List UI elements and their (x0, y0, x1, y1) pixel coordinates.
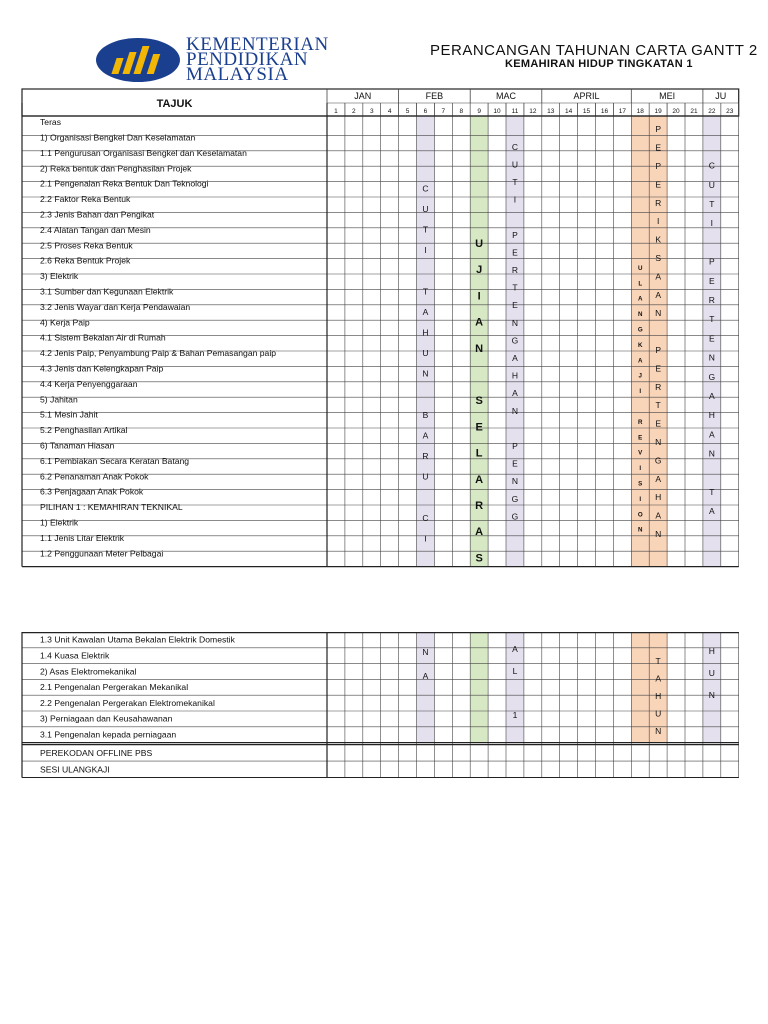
band-letter-ulangkaji_mei: N (638, 526, 643, 534)
row-label: 4.1 Sistem Bekalan Air di Rumah (40, 332, 166, 343)
band-letter-cuti_jun: U (708, 179, 715, 190)
band-letter-ujian_mac: A (475, 316, 484, 329)
band-letter-peperiksaan_mei: A (655, 289, 661, 300)
week-number: 18 (636, 108, 644, 115)
row-label: 2.2 Pengenalan Pergerakan Elektromekanikal (40, 697, 215, 708)
band-letter-cuti_mac: I (513, 194, 517, 205)
band-letter-peperiksaan_mei: S (655, 252, 661, 263)
band-letter-peperiksaan_mei: T (655, 655, 661, 666)
band-letter-cuti_mac: H (511, 370, 519, 381)
band-letter-cuti_jun: G (708, 371, 716, 382)
band-letter-ulangkaji_mei: A (638, 295, 643, 303)
band-letter-cuti_jun: N (708, 689, 715, 700)
row-label: 2.6 Reka Bentuk Projek (40, 255, 131, 266)
week-number: 23 (726, 108, 734, 115)
band-letter-cuti_mac: P (512, 229, 518, 240)
band-letter-ujian_mac: L (475, 447, 483, 460)
row-label: 4.2 Jenis Paip, Penyambung Paip & Bahan Pemasangan paip (40, 348, 277, 359)
band-letter-cuti_mac: L (512, 665, 518, 676)
row-label: 3.2 Jenis Wayar dan Kerja Pendawaian (40, 301, 191, 312)
band-letter-peperiksaan_mei: G (654, 455, 662, 466)
band-letter-cuti_feb: U (422, 471, 429, 482)
band-letter-cuti_feb: U (422, 348, 429, 359)
band-letter-peperiksaan_mei: A (655, 510, 661, 521)
band-letter-cuti_jun: N (708, 448, 715, 459)
week-number: 8 (459, 108, 464, 115)
band-letter-cuti_mac: A (512, 643, 518, 654)
month-label: JU (715, 91, 727, 101)
page-subtitle: KEMAHIRAN HIDUP TINGKATAN 1 (505, 58, 693, 70)
band-letter-cuti_feb: A (422, 670, 429, 681)
band-letter-cuti_mac: N (511, 405, 519, 416)
band-letter-ulangkaji_mei: I (639, 465, 642, 473)
row-label: 2) Asas Elektromekanikal (40, 666, 137, 677)
row-label: 1.1 Pengurusan Organisasi Bengkel dan Keselamatan (40, 147, 247, 158)
row-label: 1) Organisasi Bengkel Dan Keselamatan (40, 132, 196, 143)
band-letter-cuti_feb: C (422, 512, 429, 523)
band-letter-cuti_mac: U (511, 159, 519, 170)
band-letter-cuti_jun: E (709, 333, 715, 344)
band-letter-cuti_jun: T (709, 198, 715, 209)
band-letter-ulangkaji_mei: V (638, 449, 643, 457)
band-letter-ujian_mac: A (475, 526, 484, 539)
week-number: 10 (493, 108, 501, 115)
band-letter-cuti_jun: I (710, 218, 714, 229)
band-letter-ujian_mac: S (475, 395, 483, 408)
row-label: 2.3 Jenis Bahan dan Pengikat (40, 209, 155, 220)
band-letter-cuti_jun: H (708, 410, 715, 421)
band-letter-peperiksaan_mei: U (655, 708, 662, 719)
band-letter-ulangkaji_mei: U (638, 264, 643, 272)
band-letter-cuti_mac: 1 (512, 709, 518, 720)
band-letter-ujian_mac: J (476, 264, 483, 277)
band-letter-cuti_mac: T (512, 282, 518, 293)
band-letter-ujian_mac: R (475, 499, 484, 512)
band-letter-cuti_jun: E (709, 275, 715, 286)
row-label: PILIHAN 1 : KEMAHIRAN TEKNIKAL (40, 502, 183, 513)
row-label: 2.1 Pengenalan Pergerakan Mekanikal (40, 682, 189, 693)
ministry-logo (96, 34, 376, 86)
band-letter-cuti_feb: A (422, 430, 429, 441)
band-letter-cuti_feb: U (422, 203, 429, 214)
band-letter-peperiksaan_mei: T (655, 400, 661, 411)
band-letter-peperiksaan_mei: R (655, 197, 662, 208)
band-letter-ulangkaji_mei: G (637, 326, 643, 334)
page-title: PERANCANGAN TAHUNAN CARTA GANTT 2 (430, 42, 758, 59)
band-letter-cuti_feb: T (422, 224, 429, 235)
band-letter-ujian_mac: S (475, 552, 483, 565)
band-letter-ulangkaji_mei: O (637, 511, 643, 519)
band-letter-peperiksaan_mei: A (655, 673, 661, 684)
week-number: 19 (654, 108, 662, 115)
row-label: 3) Elektrik (40, 271, 79, 282)
band-letter-peperiksaan_mei: H (655, 690, 662, 701)
band-letter-ulangkaji_mei: K (638, 341, 643, 349)
band-letter-peperiksaan_mei: E (655, 179, 661, 190)
band-letter-cuti_mac: G (511, 511, 519, 522)
band-letter-ulangkaji_mei: S (638, 480, 643, 488)
band-letter-peperiksaan_mei: N (655, 308, 662, 319)
row-label: 1) Elektrik (40, 517, 79, 528)
band-letter-cuti_feb: B (422, 409, 429, 420)
band-letter-peperiksaan_mei: N (655, 528, 662, 539)
band-letter-peperiksaan_mei: E (655, 142, 661, 153)
row-label: Teras (40, 117, 62, 128)
band-letter-ulangkaji_mei: L (638, 280, 643, 288)
band-letter-peperiksaan_mei: E (655, 363, 661, 374)
row-label: 6.2 Penanaman Anak Pokok (40, 471, 149, 482)
band-letter-ulangkaji_mei: I (639, 495, 642, 503)
band-letter-peperiksaan_mei: A (655, 473, 661, 484)
band-letter-cuti_jun: P (709, 256, 715, 267)
week-number: 11 (511, 108, 519, 115)
week-number: 13 (547, 108, 555, 115)
row-label: 5.1 Mesin Jahit (40, 409, 98, 420)
band-letter-cuti_mac: E (512, 458, 518, 469)
month-label: APRIL (573, 91, 600, 101)
row-label: 2.5 Proses Reka Bentuk (40, 240, 133, 251)
band-letter-cuti_mac: N (511, 476, 519, 487)
band-letter-cuti_feb: N (422, 368, 429, 379)
row-label: 6.1 Pembiakan Secara Keratan Batang (40, 455, 190, 466)
band-letter-peperiksaan_mei: K (655, 234, 661, 245)
row-label: 6.3 Penjagaan Anak Pokok (40, 486, 144, 497)
band-letter-cuti_mac: G (511, 493, 519, 504)
band-letter-cuti_mac: E (512, 247, 518, 258)
band-letter-peperiksaan_mei: P (655, 160, 661, 171)
row-label: 3.1 Sumber dan Kegunaan Elektrik (40, 286, 174, 297)
row-label: 4.3 Jenis dan Kelengkapan Paip (40, 363, 164, 374)
band-letter-ujian_mac: I (477, 290, 481, 303)
footer-row-label: SESI ULANGKAJI (40, 764, 110, 775)
week-number: 22 (708, 108, 716, 115)
row-label: 2) Reka bentuk dan Penghasilan Projek (40, 163, 192, 174)
row-label: 2.1 Pengenalan Reka Bentuk Dan Teknologi (40, 178, 209, 189)
band-letter-cuti_jun: T (709, 314, 715, 325)
week-number: 14 (565, 108, 573, 115)
month-label: FEB (425, 91, 444, 101)
band-letter-cuti_jun: T (709, 486, 715, 497)
row-label: 5) Jahitan (40, 394, 78, 405)
week-number: 21 (690, 108, 698, 115)
ministry-emblem-icon (96, 38, 180, 82)
week-number: 6 (423, 108, 428, 115)
week-number: 9 (477, 108, 481, 115)
month-label: MAC (496, 91, 516, 101)
band-letter-peperiksaan_mei: N (655, 726, 662, 737)
gantt-table-page-1 (0, 88, 768, 568)
week-number: 16 (600, 108, 609, 115)
row-label: 1.4 Kuasa Elektrik (40, 650, 110, 661)
band-letter-cuti_mac: E (512, 300, 518, 311)
band-ulangkaji_mei (631, 632, 649, 743)
band-letter-cuti_jun: U (708, 667, 715, 678)
row-label: 2.2 Faktor Reka Bentuk (40, 194, 131, 205)
week-number: 17 (618, 108, 626, 115)
band-letter-ulangkaji_mei: E (638, 434, 643, 442)
band-letter-peperiksaan_mei: A (655, 271, 661, 282)
band-letter-peperiksaan_mei: P (655, 124, 661, 135)
band-letter-cuti_jun: C (708, 160, 715, 171)
week-number: 7 (441, 108, 446, 115)
band-letter-ulangkaji_mei: A (638, 357, 643, 365)
tajuk-heading: TAJUK (156, 98, 193, 110)
row-label: 1.2 Penggunaan Meter Pelbagai (40, 548, 164, 559)
band-letter-cuti_mac: T (512, 176, 518, 187)
band-letter-cuti_mac: N (511, 317, 519, 328)
row-label: 5.2 Penghasilan Artikal (40, 425, 128, 436)
band-ujian_mac (470, 632, 488, 743)
band-letter-cuti_mac: A (512, 388, 518, 399)
band-letter-cuti_jun: A (709, 429, 715, 440)
band-letter-cuti_feb: A (422, 306, 429, 317)
row-label: 4) Kerja Paip (40, 317, 90, 328)
band-letter-ulangkaji_mei: R (638, 418, 643, 426)
band-letter-cuti_feb: N (422, 646, 429, 657)
row-label: 4.4 Kerja Penyenggaraan (40, 378, 138, 389)
month-label: MEI (659, 91, 676, 101)
week-number: 3 (369, 108, 374, 115)
week-number: 5 (405, 108, 410, 115)
band-letter-peperiksaan_mei: I (656, 216, 660, 227)
band-letter-ujian_mac: U (475, 237, 484, 250)
row-label: 6) Tanaman Hiasan (40, 440, 115, 451)
band-letter-cuti_feb: H (422, 327, 429, 338)
week-number: 12 (529, 108, 537, 115)
band-letter-cuti_feb: C (422, 183, 429, 194)
band-letter-cuti_mac: A (512, 352, 518, 363)
band-letter-cuti_mac: R (511, 264, 519, 275)
row-label: 3) Perniagaan dan Keusahawanan (40, 713, 173, 724)
gantt-table-page-2 (0, 632, 768, 778)
band-letter-cuti_feb: I (424, 245, 427, 256)
row-label: 1.3 Unit Kawalan Utama Bekalan Elektrik Domestik (40, 634, 235, 645)
row-label: 1.1 Jenis Litar Elektrik (40, 532, 125, 543)
footer-row-label: PEREKODAN OFFLINE PBS (40, 747, 153, 758)
band-letter-cuti_feb: T (422, 286, 429, 297)
band-letter-ulangkaji_mei: N (638, 311, 643, 319)
band-letter-ujian_mac: A (475, 473, 484, 486)
band-letter-ujian_mac: N (475, 342, 484, 355)
band-letter-peperiksaan_mei: N (655, 436, 662, 447)
band-letter-cuti_mac: P (512, 440, 518, 451)
week-number: 20 (672, 108, 680, 115)
band-letter-cuti_feb: R (422, 451, 429, 462)
band-letter-cuti_jun: H (708, 645, 715, 656)
row-label: 2.4 Alatan Tangan dan Mesin (40, 224, 151, 235)
week-number: 1 (334, 108, 338, 115)
band-letter-peperiksaan_mei: H (655, 492, 662, 503)
band-letter-cuti_mac: G (511, 335, 519, 346)
band-letter-peperiksaan_mei: R (655, 381, 662, 392)
week-number: 15 (582, 108, 591, 115)
band-letter-cuti_jun: N (708, 352, 715, 363)
band-letter-ulangkaji_mei: J (638, 372, 642, 380)
week-number: 4 (387, 108, 392, 115)
band-letter-ujian_mac: E (475, 421, 483, 434)
band-letter-peperiksaan_mei: E (655, 418, 661, 429)
week-number: 2 (352, 108, 356, 115)
month-label: JAN (354, 91, 372, 101)
band-letter-cuti_mac: C (511, 141, 519, 152)
band-letter-cuti_jun: R (708, 294, 715, 305)
ministry-wordmark: KEMENTERIAN PENDIDIKAN MALAYSIA (186, 34, 329, 85)
band-letter-cuti_jun: A (709, 390, 715, 401)
band-letter-peperiksaan_mei: P (655, 344, 661, 355)
band-letter-cuti_jun: A (709, 506, 715, 517)
row-label: 3.1 Pengenalan kepada perniagaan (40, 729, 177, 740)
band-letter-ulangkaji_mei: I (639, 388, 642, 396)
band-letter-cuti_feb: I (424, 533, 427, 544)
